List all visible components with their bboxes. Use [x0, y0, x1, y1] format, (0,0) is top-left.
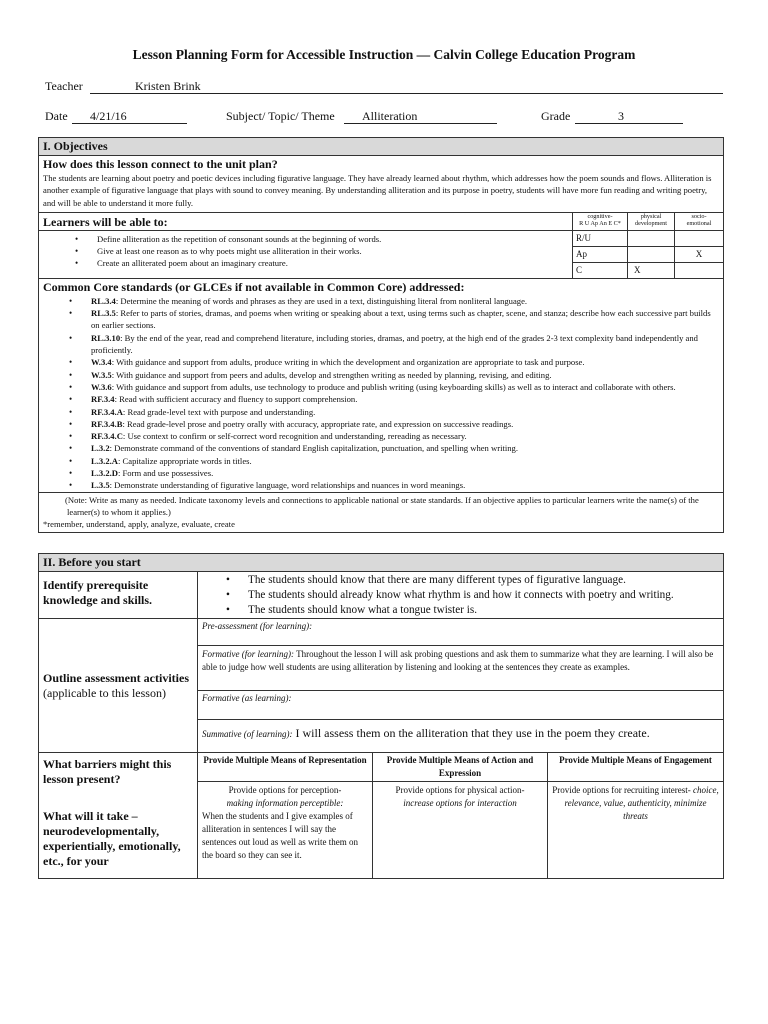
date-value[interactable]: 4/21/16	[90, 109, 127, 123]
before-section-title: II. Before you start	[39, 554, 724, 572]
standard-item[interactable]: • RL.3.4: Determine the meaning of words and phrases as they are used in a text, distinguishing literal from nonliteral language.	[91, 295, 719, 307]
udl-representation-header: Provide Multiple Means of Representation	[198, 753, 373, 782]
subject-label: Subject/ Topic/ Theme	[226, 109, 335, 123]
standards-heading: Common Core standards (or GLCEs if not available in Common Core) addressed:	[43, 279, 465, 294]
standard-item[interactable]: • RF.3.4.B: Read grade-level prose and poetry orally with accuracy, appropriate rate, and expression on successive readings.	[91, 418, 719, 430]
subject-value[interactable]: Alliteration	[362, 109, 418, 123]
goal-physical-cell[interactable]	[628, 230, 675, 246]
formative-learning-cell[interactable]: Formative (for learning): Throughout the lesson I will ask probing questions and ask them to summarize what they are learning. I will also be able to judge how well students are using alliteration by listening and looking at the sentences they create as examples.	[198, 646, 724, 691]
standard-item[interactable]: • W.3.6: With guidance and support from adults, use technology to produce and publish writing (using keyboarding skills) as well as to interact and collaborate with others.	[91, 381, 719, 393]
standard-item[interactable]: • RL.3.10: By the end of the year, read and comprehend literature, including stories, dramas, and poetry, at the high end of the grades 2-3 text complexity band independently and proficiently.	[91, 332, 719, 357]
standard-item[interactable]: • L.3.5: Demonstrate understanding of figurative language, word relationships and nuances in word meanings.	[91, 479, 719, 491]
standard-item[interactable]: • L.3.2.D: Form and use possessives.	[91, 467, 719, 479]
unit-plan-question: How does this lesson connect to the unit plan?	[43, 157, 278, 171]
goal-cognitive-cell[interactable]: R/U	[573, 230, 628, 246]
date-underline	[72, 123, 187, 124]
prereq-item[interactable]: • The students should already know what rhythm is and how it connects with poetry and writing.	[248, 588, 719, 603]
summative-cell[interactable]: Summative (of learning): I will assess them on the alliteration that they use in the poem they create.	[198, 720, 724, 753]
objectives-section-title: I. Objectives	[39, 138, 724, 156]
prereq-item[interactable]: • The students should know what a tongue twister is.	[248, 603, 719, 618]
grade-label: Grade	[541, 109, 571, 123]
teacher-underline	[90, 93, 723, 94]
grade-underline	[575, 123, 683, 124]
goal-item[interactable]: • Create an alliterated poem about an imaginary creature.	[97, 257, 568, 269]
goal-physical-cell[interactable]	[628, 246, 675, 262]
col-physical-header: physical development	[628, 212, 675, 230]
objectives-table	[38, 137, 724, 533]
standard-item[interactable]: • RF.3.4: Read with sufficient accuracy and fluency to support comprehension.	[91, 393, 719, 405]
prereq-item[interactable]: • The students should know that there are many different types of figurative language.	[248, 573, 719, 588]
teacher-value[interactable]: Kristen Brink	[135, 79, 201, 93]
goal-item[interactable]: • Give at least one reason as to why poets might use alliteration in their works.	[97, 245, 568, 257]
goal-social-cell[interactable]: X	[675, 246, 724, 262]
goal-social-cell[interactable]	[675, 262, 724, 278]
formative-as-learning-cell[interactable]: Formative (as learning):	[198, 691, 724, 720]
col-cognitive-header: cognitive- R U Ap An E C*	[573, 212, 628, 230]
pre-assessment-cell[interactable]: Pre-assessment (for learning):	[198, 619, 724, 646]
col-social-header: socio- emotional	[675, 212, 724, 230]
subject-underline	[344, 123, 497, 124]
barriers-label: What barriers might this lesson present? What will it take – neurodevelopmentally, experientially, emotionally, etc., for your	[39, 753, 198, 879]
udl-action-header: Provide Multiple Means of Action and Expression	[373, 753, 548, 782]
standard-item[interactable]: • RF.3.4.A: Read grade-level text with purpose and understanding.	[91, 406, 719, 418]
goal-physical-cell[interactable]: X	[628, 262, 675, 278]
udl-action-cell[interactable]: Provide options for physical action- increase options for interaction	[373, 782, 548, 879]
goal-social-cell[interactable]	[675, 230, 724, 246]
udl-engagement-cell[interactable]: Provide options for recruiting interest- choice, relevance, value, authenticity, minimize threats	[548, 782, 724, 879]
goal-item[interactable]: • Define alliteration as the repetition of consonant sounds at the beginning of words.	[97, 233, 568, 245]
prereq-label: Identify prerequisite knowledge and skills.	[39, 572, 198, 619]
goal-cognitive-cell[interactable]: Ap	[573, 246, 628, 262]
goal-cognitive-cell[interactable]: C	[573, 262, 628, 278]
udl-engagement-header: Provide Multiple Means of Engagement	[548, 753, 724, 782]
standard-item[interactable]: • L.3.2.A: Capitalize appropriate words in titles.	[91, 455, 719, 467]
date-label: Date	[45, 109, 68, 123]
learners-heading: Learners will be able to:	[39, 212, 573, 230]
objectives-note: (Note: Write as many as needed. Indicate taxonomy levels and connections to applicable national or state standards. If an objective applies to particular learners write the name(s) of the learner(s) to whom it applies.)	[65, 494, 699, 517]
standard-item[interactable]: • W.3.5: With guidance and support from peers and adults, develop and strengthen writing as needed by planning, revising, and editing.	[91, 369, 719, 381]
standard-item[interactable]: • RL.3.5: Refer to parts of stories, dramas, and poems when writing or speaking about a text, using terms such as chapter, scene, and stanza; describe how each successive part builds on earlier sections.	[91, 307, 719, 332]
grade-value[interactable]: 3	[618, 109, 624, 123]
teacher-label: Teacher	[45, 79, 83, 93]
standard-item[interactable]: • W.3.4: With guidance and support from adults, produce writing in which the development and organization are appropriate to task and purpose.	[91, 356, 719, 368]
taxonomy-footnote: *remember, understand, apply, analyze, evaluate, create	[43, 519, 235, 530]
standard-item[interactable]: • L.3.2: Demonstrate command of the conventions of standard English capitalization, punctuation, and spelling when writing.	[91, 442, 719, 454]
assessment-label: Outline assessment activities (applicable to this lesson)	[39, 619, 198, 753]
unit-plan-answer[interactable]: The students are learning about poetry and poetic devices including figurative language. They have already learned about rhythm, which addresses how the poem sounds and flows. Alliteration is another example of figurative language that plays with sound to convey meaning. By understanding alliteration and its purpose in poetry, students will have more fun reading and writing poetry, and will be able to understand it more fully.	[43, 173, 712, 208]
before-you-start-table	[38, 553, 724, 879]
standard-item[interactable]: • RF.3.4.C: Use context to confirm or self-correct word recognition and understanding, rereading as necessary.	[91, 430, 719, 442]
standards-list	[43, 295, 719, 492]
udl-representation-cell[interactable]: Provide options for perception- making information perceptible: When the students and I give examples of alliteration in sentences I will say the sentences out loud as well as write them on the board so they can see it.	[198, 782, 373, 879]
page-title: Lesson Planning Form for Accessible Instruction — Calvin College Education Program	[132, 47, 636, 62]
